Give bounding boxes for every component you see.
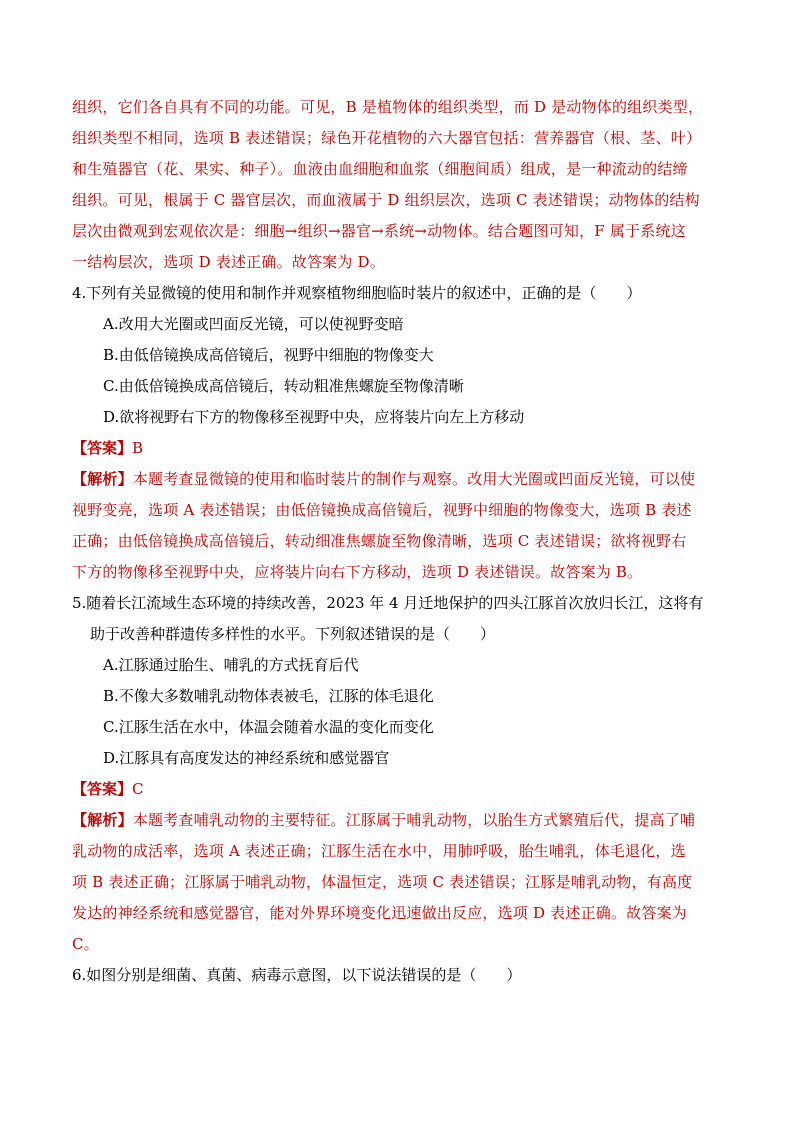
q3-explanation-line: 和生殖器官（花、果实、种子）。血液由血细胞和血浆（细胞间质）组成，是一种流动的结缔 xyxy=(72,160,688,178)
q3-explanation xyxy=(72,92,724,278)
q3-explanation-line: 一结构层次，选项 D 表述正确。故答案为 D。 xyxy=(72,253,385,271)
q3-explanation-line: 层次由微观到宏观依次是：细胞→组织→器官→系统→动物体。结合题图可知，F 属于系统这 xyxy=(72,222,686,240)
q5-answer-label: 【答案】 xyxy=(72,780,133,798)
q4-stem: 4.下列有关显微镜的使用和制作并观察植物细胞临时装片的叙述中，正确的是（ ） xyxy=(72,284,642,302)
q3-explanation-line: 组织类型不相同，选项 B 表述错误；绿色开花植物的六大器官包括：营养器官（根、茎、叶） xyxy=(72,129,702,147)
q5-analysis-line: 乳动物的成活率，选项 A 表述正确；江豚生活在水中，用肺呼吸，胎生哺乳，体毛退化，选 xyxy=(72,842,686,860)
q4-answer-label: 【答案】 xyxy=(72,439,133,457)
q5-option-b: B.不像大多数哺乳动物体表被毛，江豚的体毛退化 xyxy=(103,687,434,705)
q4-analysis-line: 下方的物像移至视野中央，应将装片向右下方移动，选项 D 表述错误。故答案为 B。 xyxy=(72,563,643,581)
q5-analysis-line: 发达的神经系统和感觉器官，能对外界环境变化迅速做出反应，选项 D 表述正确。故答案为 xyxy=(72,904,687,922)
q5-stem-line2-text: 助于改善种群遗传多样性的水平。下列叙述错误的是（ ） xyxy=(90,625,496,643)
q5-stem-line1: 5.随着长江流域生态环境的持续改善，2023 年 4 月迁地保护的四头江豚首次放归长江，这将有 xyxy=(72,594,704,612)
q5-analysis-line: C。 xyxy=(72,935,99,953)
q5-answer xyxy=(72,774,144,805)
q4-answer xyxy=(72,433,143,464)
q4-option-c: C.由低倍镜换成高倍镜后，转动粗准焦螺旋至物像清晰 xyxy=(103,377,464,395)
q5-analysis-line: 项 B 表述正确；江豚属于哺乳动物，体温恒定，选项 C 表述错误；江豚是哺乳动物，有高度 xyxy=(72,873,693,891)
q3-explanation-line: 组织，它们各自具有不同的功能。可见，B 是植物体的组织类型，而 D 是动物体的组织类型， xyxy=(72,98,704,116)
q4-analysis-label: 【解析】 xyxy=(72,470,133,488)
q4-option-d: D.欲将视野右下方的物像移至视野中央，应将装片向左上方移动 xyxy=(103,408,525,426)
q3-explanation-line: 组织。可见，根属于 C 器官层次，而血液属于 D 组织层次，选项 C 表述错误；动物体的结构 xyxy=(72,191,700,209)
q5-stem-line2 xyxy=(72,619,724,650)
q4-option-a: A.改用大光圈或凹面反光镜，可以使视野变暗 xyxy=(103,315,404,333)
q5-answer-value: C xyxy=(132,780,144,798)
q6-stem: 6.如图分别是细菌、真菌、病毒示意图，以下说法错误的是（ ） xyxy=(72,966,522,984)
q5-option-a: A.江豚通过胎生、哺乳的方式抚育后代 xyxy=(103,656,359,674)
q5-analysis-line: 本题考查哺乳动物的主要特征。江豚属于哺乳动物，以胎生方式繁殖后代，提高了哺 xyxy=(132,811,696,829)
q4-answer-value: B xyxy=(132,439,144,457)
q4-analysis-line: 视野变亮，选项 A 表述错误；由低倍镜换成高倍镜后，视野中细胞的物像变大，选项 B 表述 xyxy=(72,501,692,519)
q5-analysis-label: 【解析】 xyxy=(72,811,133,829)
q5-analysis xyxy=(72,805,724,960)
q4-option-b: B.由低倍镜换成高倍镜后，视野中细胞的物像变大 xyxy=(103,346,434,364)
q4-analysis xyxy=(72,464,724,588)
q5-option-c: C.江豚生活在水中，体温会随着水温的变化而变化 xyxy=(103,718,434,736)
q4-analysis-line: 正确；由低倍镜换成高倍镜后，转动细准焦螺旋至物像清晰，选项 C 表述错误；欲将视野右 xyxy=(72,532,687,550)
q5-option-d: D.江豚具有高度发达的神经系统和感觉器官 xyxy=(103,749,390,767)
q4-analysis-line: 本题考查显微镜的使用和临时装片的制作与观察。改用大光圈或凹面反光镜，可以使 xyxy=(132,470,696,488)
